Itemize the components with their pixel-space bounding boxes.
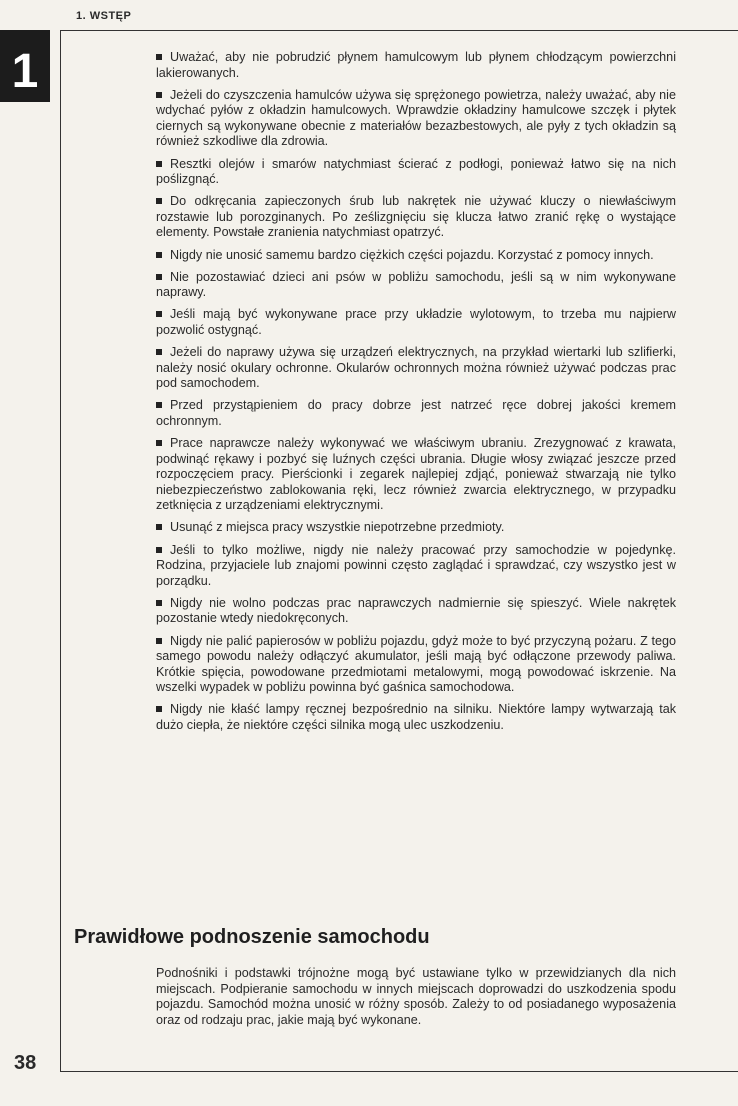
section-title: Prawidłowe podnoszenie samochodu [74,926,430,948]
list-item: Usunąć z miejsca pracy wszystkie niepotrzebne przedmioty. [156,520,676,536]
list-item: Do odkręcania zapieczonych śrub lub nakrętek nie używać kluczy o niewłaściwym rozstawie lub porozginanych. Po ześlizgnięciu się klucza łatwo zranić rękę o wystające elementy. Powstałe zranienia natychmiast opatrzyć. [156,194,676,240]
page-number: 38 [14,1052,37,1074]
square-bullet-icon [156,92,162,98]
square-bullet-icon [156,274,162,280]
chapter-tab: 1 [0,30,50,102]
list-item: Nie pozostawiać dzieci ani psów w pobliżu samochodu, jeśli są w nim wykonywane naprawy. [156,269,676,300]
footer-rule [60,1071,738,1072]
square-bullet-icon [156,600,162,606]
square-bullet-icon [156,311,162,317]
left-margin-rule [60,30,61,1072]
square-bullet-icon [156,638,162,644]
list-item: Jeżeli do czyszczenia hamulców używa się sprężonego powietrza, należy uważać, aby nie wdychać pyłów z okładzin hamulcowych. Wprawdzie okładziny hamulcowe szczęk i płytek ciernych są wykonywane obecnie z materiałów bezazbestowych, ale pyły z tych okładzin są również szkodliwe dla zdrowia. [156,87,676,149]
header-rule [60,30,738,31]
section-body: Podnośniki i podstawki trójnożne mogą być ustawiane tylko w przewidzianych dla nich miejscach. Podpieranie samochodu w innych miejscach doprowadzi do uszkodzenia spodu pojazdu. Samochód można unosić w różny sposób. Zależy to od posiadanego wyposażenia oraz od rodzaju prac, jakie mają być wykonane. [156,966,676,1027]
square-bullet-icon [156,252,162,258]
square-bullet-icon [156,547,162,553]
square-bullet-icon [156,161,162,167]
list-item: Nigdy nie wolno podczas prac naprawczych nadmiernie się spieszyć. Wiele nakrętek pozostanie wtedy niedokręconych. [156,595,676,626]
list-item: Jeśli to tylko możliwe, nigdy nie należy pracować przy samochodzie w pojedynkę. Rodzina, przyjaciele lub znajomi powinni często zaglądać i sprawdzać, czy wszystko jest w porządku. [156,542,676,588]
square-bullet-icon [156,54,162,60]
list-item: Uważać, aby nie pobrudzić płynem hamulcowym lub płynem chłodzącym powierzchni lakierowanych. [156,50,676,80]
list-item: Nigdy nie palić papierosów w pobliżu pojazdu, gdyż może to być przyczyną pożaru. Z tego samego powodu należy odłączyć akumulator, jeśli mają być odłączone przewody paliwa. Krótkie spięcia, powodowane przedmiotami metalowymi, mogą powodować iskrzenie. Na wszelki wypadek w pobliżu powinna być gaśnica samochodowa. [156,633,676,695]
square-bullet-icon [156,524,162,530]
list-item: Prace naprawcze należy wykonywać we właściwym ubraniu. Zrezygnować z krawata, podwinąć rękawy i pozbyć się luźnych części ubrania. Długie włosy związać jeszcze przed rozpoczęciem pracy. Pierścionki i zegarek najlepiej zdjąć, ponieważ stwarzają nie tylko niebezpieczeństwo zablokowania ręki, lecz również zwarcia elektrycznego, w przypadku zetknięcia z urządzeniami elektrycznymi. [156,435,676,513]
list-item: Jeśli mają być wykonywane prace przy układzie wylotowym, to trzeba mu najpierw pozwolić ostygnąć. [156,307,676,337]
square-bullet-icon [156,349,162,355]
square-bullet-icon [156,198,162,204]
list-item: Nigdy nie kłaść lampy ręcznej bezpośrednio na silniku. Niektóre lampy wytwarzają tak dużo ciepła, że niektóre części silnika mogą ulec uszkodzeniu. [156,702,676,732]
safety-list [156,50,676,740]
square-bullet-icon [156,402,162,408]
list-item: Nigdy nie unosić samemu bardzo ciężkich części pojazdu. Korzystać z pomocy innych. [156,248,676,264]
list-item: Resztki olejów i smarów natychmiast ścierać z podłogi, ponieważ łatwo się na nich poślizgnąć. [156,156,676,187]
chapter-header: 1. WSTĘP [76,10,132,22]
list-item: Przed przystąpieniem do pracy dobrze jest natrzeć ręce dobrej jakości kremem ochronnym. [156,398,676,428]
square-bullet-icon [156,706,162,712]
list-item: Jeżeli do naprawy używa się urządzeń elektrycznych, na przykład wiertarki lub szlifierki, należy nosić okulary ochronne. Okularów ochronnych można również używać podczas prac pod samochodem. [156,345,676,391]
square-bullet-icon [156,440,162,446]
